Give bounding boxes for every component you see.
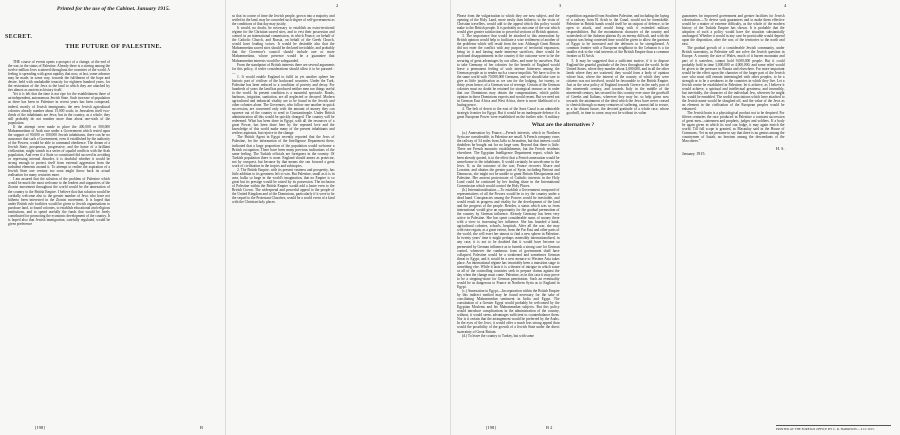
paragraph: (b.) Internationalisation.—To establish a Government composed of representatives of all the Powers would be to try the country under a dead hand. Conspiracies among the Powers would be inevitable, and would result in progress and vitality for the development of the land and the progress of the people. Besides, a status which was so from international would give an opportunity for the gradual permeation of the country by German influence. Already Germany has been very active in Palestine. She has spent considerable sums of money there with a view to increasing her influence. She has founded a bank, agricultural colonies, schools, hospitals. After all the war, she may with ease regain, as a great extent, from the Far East and other parts of the world, she will exert her utmost to find a new sphere in Palestine. In twenty years' time it might perhaps ostensibly internationalised, in any case, it is not to be doubted that it would have become so permeated by German influence as to furnish a strong case for German control, whenever the cumbrous form of government shall have collapsed. Palestine would be a weakened and sometimes German threat to Egypt, and it would be a new menace to Western Asia takes place. An international régime has invariably been a transition stage to something else. While it lasts it is a theatre of intrigue in which some or all of the controlling countries seek to prepare claims against the day when the change must come. Palestine, as in this case it may prove to be a stepping-stone for German penetration. Such an eventuality would be as dangerous to France in Northern Syria as to England in Egypt. (457, 187, 560, 289)
paragraph: so that in course of time the Jewish people, grown into a majority and settled in the land, may be conceded such degree of self-government as the conditions of that day may justify. (232, 14, 335, 27)
paragraph: It would, no doubt, be necessary to establish an extra-territorial régime for the Christian sacred sites, and to vest their possession and control in an international commission, in which France, on behalf of the Catholic Church, and Russia, on behalf of the Greek Church, would have leading voices. It would be desirable also that the Mahommedan sacred sites should be declared inviolable, and probably that the Governor's council should include one or more Mahommedans, whose presence would be a guarantee that Mahommedan interests would be safeguarded. (232, 26, 335, 63)
document-title: THE FUTURE OF PALESTINE. (65, 43, 162, 50)
paragraph: 5. It may be suggested that a sufficient motive, if it to dispose England the grateful gratitude of the Jews throughout the world. In the United States, where they number about 2,000,000, and in all the other lands where they are scattered, they would form a body of opinion whose bias, where the interest of the country of which they were citizens was not involved, would be favourable to the British Empire. Just as the wise policy of England towards Greece in the early part of the nineteenth century, and towards Italy in the middle of the nineteenth century, has secured for this country ever since the goodwill of Greeks and Italians, wherever they may be, so help given now towards the attainment of the ideal which the Jews have never ceased to cherish through so many centuries of suffering, cannot fail to secure, in a far distant future, the devoted gratitude of a whole race, whose goodwill, in time to come, may not be without its value. (566, 58, 669, 116)
footer-signature-mark: B 2 (546, 425, 553, 430)
paragraph: 1. It would enable England to fulfil in yet another sphere her historic part of civiliser of the backward countries. Under the Turk, Palestine has been reduced to a condition of poverty and decay. For hundreds of years the land has produced neither men nor things useful to the world. Its present condition is a mournful spectacle. Roads, harbours, irrigation, sanitation, are all neglected or decayed. Modern agricultural and industrial vitality are to be found in the Jewish and other colonies alone. The Governors, who follow one another in quick succession, are concerned only with the amount of money they can squeeze out of the country to send to Constantinople. Under British administration all this would be quickly changed. The country will be redeemed. What has been done in Egypt, with all the resources of a great Power, has been done here by the repeated love and the knowledge of this world make many of the present inhabitants and restless aspirants, but rejoice in the change. (232, 74, 335, 136)
page-3-body (457, 14, 669, 422)
paragraph: The gradual growth of a considerable Jewish community, under British suzerainty, in Palestine will not solve the Jewish question in Europe. A country the size of Wales, much of it barren mountain and part of it waterless, cannot hold 9,000,000 people. But it could probably hold in time 3,000,000 or 4,000,000, and some relief would be given to the pressure in Russia and elsewhere. Far more important would be the effect upon the character of the larger part of the Jewish race who must still remain intermingled with other peoples, to be a strength or to be a weakness to the countries in which they live. Let a Jewish centre be established in Palestine; let it achieve, as I believe it would achieve, a spiritual and intellectual greatness; and insensibly, but inevitably, the character of the individual Jew, wherever he might be, would be ennobled. The sordid associations which have attached to the Jewish name would be sloughed off, and the value of the Jews as an element in the civilisation of the European peoples would be enhanced. (682, 46, 785, 112)
page-number: 2 (336, 3, 339, 8)
paragraph: guarantees for improved government and greater facilities for Jewish colonisation.—To devise such guarantees and to make them effective would be a matter of extreme difficulty, as the whole of the modern history of the Turkish Empire has shown. It is probable that the adoption of such a policy would have the situation substantially unchanged. Whether it would in any case be practicable would depend upon the disposition, after the war, of the territories to the north and east. (682, 14, 785, 47)
document-date: January 1915. (682, 150, 706, 156)
page-number: 4 (784, 3, 787, 8)
paragraph: If the attempt were made to place the 400,000 or 500,000 Mahommedans of Arab race under a Government which rested upon the support of 90,000 or 100,000 Jewish inhabitants, there can be no assurance that such a Government, even if established by the authority of the Powers, would be able to command obedience. The dream of a Jewish State, prosperous, progressive, and the home of a brilliant civilization, might vanish in a series of squalid conflicts with the Arab population. And even if a State so constituted did succeed in avoiding or repressing internal disorder, it is doubtful whether it would be strong enough to protect itself from external aggression from the turbulent elements around it. To attempt to realise the aspiration of a Jewish State one century too soon might throw back its actual realisation for many centuries more. (8, 124, 110, 178)
printer-rule (776, 425, 891, 426)
printed-for-header: Printed for the use of the Cabinet. January 1915. (56, 6, 171, 12)
paragraph: Please from the vulgarisation to which they are now subject, and the opening of the Holy Land, more easily than hitherto, to the visits of Christian travellers, would add to the appeal which this policy would make to the British people. It is probably no outcome of the war which would give greater satisfaction to powerful sections of British opinion. (457, 14, 560, 35)
paragraph: 2. The British Empire, with its present vastness and prosperity, has little addition to its greatness left to win. But Palestine, small as it is in area, bulks so large in the world's imagination, that no Empire is so great but its prestige would be raised by its possession. The inclusion of Palestine within the British Empire would add a lustre even to the British Crown. The widespread and powerful appeal to the people of the United Kingdom and of the Dominions, particularly if it were to be the sequel to the Protestant Churches, would be a world event of a kind with the Christian holy places. (232, 167, 335, 205)
paragraph: 4. The belt of desert to the east of the Suez Canal is an admirable strategic frontier for Egypt. But it would be an inadequate defence if a great European Power were established on the further side. A military expedition organised from Southern Palestine, and including the laying of a railway from El Arish to the Canal, would not be formidable. Palestine in British hands would itself be an outpost of defence, to be open to attack, and would bring with it extended military responsibilities. But the mountainous character of the country and watersheds of the Judaean plateau fly an enemy difficult, and with the outpost was being contested time would be given to allow the garrison of Egypt to be increased and the defences to be strengthened. A common frontier with a European neighbour in the Lebanon is a far smaller risk to the vital interests of the British Empire than a common frontier at El Arish. (457, 14, 669, 120)
paragraph: From the standpoint of British interests there are several arguments for this policy, if wider considerations should allow it to be pursued :— (232, 62, 335, 75)
document-page-4 (675, 0, 900, 435)
section-heading: What are the alternatives ? (531, 122, 595, 129)
page-4-body (682, 14, 894, 422)
paragraph: (d.) To leave the country to Turkey, but with some (462, 333, 535, 338)
paragraph: The Jewish brain is a physiological product not to be despised. For fifteen centuries the race produced in Palestine a constant succession of great men—statesmen and prophets, judges and soldiers. If a body be again given in which its soul can lodge, it may again enrich the world. Till full scope is granted, as Macaulay said in the House of Commons, “let us not presume to say that there is no genius among the countrymen of Isaiah, no heroism among the descendants of the Maccabees.” (682, 111, 785, 144)
paragraph: I am assured that the solution of the problem of Palestine which would be much the most welcome to the leaders and supporters of the Zionist movement throughout the world would be the annexation of the country to the British Empire. I believe that that solution would be cordially welcome also to the greater number of Jews who have not hitherto been interested in the Zionist movement. It is hoped that under British rule facilities would be given to Jewish organisations to purchase land, to found colonies, to establish educational and religious institutions, and to spend usefully the funds that would be freely contributed for promoting the economic development of the country. It is hoped also that Jewish immigration, carefully regulated, would be given preference (8, 177, 110, 226)
paragraph: (a.) Annexation by France.—French interests, which in Northern Syria are considerable, in Palestine are small. A French company owns the railway of 54 miles from Jaffa to Jerusalem, but that interest could doubtless be bought out for no large sum. Beyond that there is little. There are French monastic establishments, but the French residents elsewhere. The Egyptian Intelligence Department report, which has been already quoted, is to the effect that a French annexation would be unwelcome to the inhabitants. It would certainly be unwelcome to the Jews. If, as the outcome of the war, France recovers Alsace and Lorraine, and obtains the greater part of Syria, including Beirout and Damascus, she might not be unable to grant Britain Mesopotamia and Palestine. Her ancient protectorate of Catholic interests in the Holy Land could be continued by her leading share in the International Commission which would control the Holy Places. (457, 131, 560, 188)
page-number: 3 (559, 3, 562, 8)
footer-ref: [198] (486, 425, 496, 430)
secret-label: SECRET. (5, 34, 33, 40)
document-page-1 (0, 0, 225, 435)
page-2-body (232, 14, 444, 422)
signature: H. S. (776, 145, 785, 151)
paragraph: (c.) Annexation to Egypt.—Incorporation within the British Empire by this indirect method may be found necessary for the sake of conciliating Mahommedan sentiment in India and Egypt. The constitution of a Greater Egypt would probably be welcomed by the Egyptian Moslems and his Mahommedan subjects. But this policy would introduce complications in the administration of the country, without, it would seem, advantages sufficient to counterbalance them. Nor is it certain that the arrangement would be preferred by the Arabs. In the eyes of the Jews, it would offer a much less strong appeal than would the possibility of the growth of a Jewish State under the direct suzerainty of Great Britain. (457, 289, 560, 334)
paragraph: The British Agent in Egypt recently reported that the Jews of Palestine, for the information of the Intelligence Department there, indicated that a large proportion of the population would welcome a British occupation. There have been many previous indications of the same feeling. The Turkish officials are foreigners in the country. Of Turkish population there is none. England should annex as protector, not by conquest, but because by that means she can forward a great work of civilisation in the tropics and subtropics. (232, 135, 335, 168)
footer-ref: [198] (35, 425, 45, 430)
document-page-2 (225, 0, 450, 435)
paragraph: Yet it is felt that the time is not ripe for the establishment there of an independent, autonomous Jewish State. Such increase of population as there has been in Palestine in recent years has been composed, indeed, mostly of Jewish immigrants; the new Jewish agricultural colonies already number about 15,000 souls; in Jerusalem itself two-thirds of the inhabitants are Jews; but in the country, as a whole, they still probably do not number more than about one-sixth of the population. (8, 92, 110, 125)
paragraph: THE course of events opens a prospect of a change, at the end of the war, in the status of Palestine. Already there is a stirring among the twelve million Jews scattered throughout the countries of the world. A feeling is spreading with great rapidity that now, at last, some advance may be made, in some way, towards the fulfilment of the hope and desire, held with unshakable tenacity for eighteen hundred years, for the restoration of the Jews to the land to which they are attached by ties almost as ancient as history itself. (8, 60, 110, 93)
footer-signature-mark: B (199, 425, 203, 430)
document-page-3 (450, 0, 675, 435)
printer-imprint: PRINTED AT THE FOREIGN OFFICE BY C. R. HARRISON.—21/1/1915. (776, 427, 875, 431)
page-1-body (8, 60, 219, 420)
paragraph: 3. The importance that would be attached to this annexation by British opinion would help to facilitate a wise settlement of another of the problems which will result from the war. Although Great Britain did not enter the conflict with any purpose of territorial expansion, being in it and having made immense sacrifices, there would be profound disappointment in the country if the outcome were to be the securing of great advantages by our allies, and none by ourselves. But to take Germany of her colonies for the benefit of England would leave a permanent feeling of such intense bitterness among the German people as to render such a course impolitic. We have to live in the same world with 70,000,000 Germans, and we should take care to give as little justification as we can for the lodging, for twenty, or thirty years hence, of a German war of revenge. Certain of the German colonies must no doubt be retained for strategical reasons or in order that our Dominions may obtain the compensations, which public opinion in those Dominions expects and would resent. But we need not in German East Africa and West Africa, there is more likelihood of a lasting peace. (457, 34, 560, 108)
